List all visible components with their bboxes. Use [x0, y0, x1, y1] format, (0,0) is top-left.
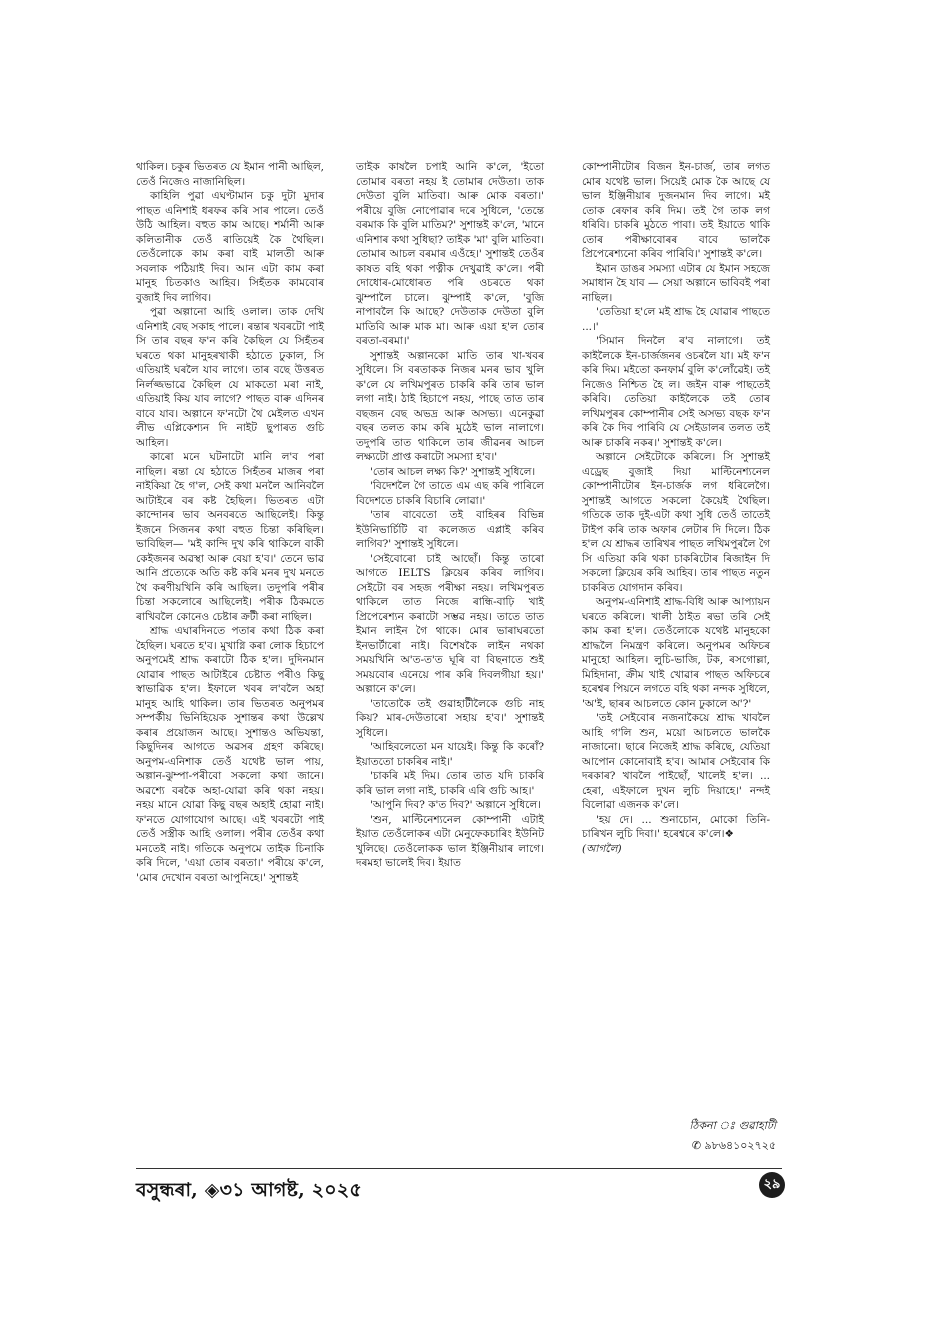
paragraph: অল্পানে সেইটোকে কৰিলে। সি সুশান্তই এড্ৰেছ বুজাই দিয়া মাল্টিনেশ্যনেল কোম্পানীটোৰ ইন-চাৰ্জক লগ ধৰিলেগৈ। সুশান্তই আগতে সকলো কৈয়েই থৈছিল। গতিকে তাক দুই-এটা কথা সুধি তেওঁ তাতেই টাইপ কৰি তাক অফাৰ লেটাৰ দি দিলে। ঠিক হ'ল যে শ্ৰাদ্ধৰ তাৰিখৰ পাছত লখিমপুৰলৈ গৈ সি এতিয়া কৰি থকা চাকৰিটোৰ ৰিজাইন দি সকলো ক্লিয়েৰ কৰি আহিব। তাৰ পাছত নতুন চাকৰিত যোগদান কৰিব।: [582, 451, 770, 594]
paragraph: ইমান ডাঙৰ সমস্যা এটাৰ যে ইমান সহজে সমাধান হৈ যাব — সেয়া অল্পানে ভাবিবই পৰা নাছিল।: [582, 262, 770, 304]
paragraph: 'তাতোকৈ তই গুৱাহাটীলৈকে গুচি নাহ কিয়? মাৰ-দেউতাৰো সহায় হ'ব।' সুশান্তই সুধিলে।: [356, 697, 544, 739]
paragraph: কোম্পানীটোৰ বিজন ইন-চাৰ্জ, তাৰ লগত মোৰ যথেষ্ট ভাল। সিয়েই মোক কৈ আছে যে ভাল ইঞ্জিনীয়াৰ দুজনমান দিব লাগে। মই তোক ৰেফাৰ কৰি দিম। তই গৈ তাক লগ ধৰিবি। চাকৰি মুঠতে পাবা। তই ইয়াতে থাকি তোৰ পৰীক্ষাবোৰৰ বাবে ভালকৈ প্ৰিপেৰেশ্যনো কৰিব পাৰিবি।' সুশান্তই ক'লে।: [582, 161, 770, 260]
paragraph: 'তাৰ বাবেতো তই বাহিৰৰ বিভিন্ন ইউনিভাৰ্চিটি বা কলেজত এপ্লাই কৰিব লাগিব?' সুশান্তই সুধিলে।: [356, 509, 544, 550]
article-column-3: [582, 160, 770, 855]
paragraph: শ্ৰাদ্ধ এঘাৰদিনতে পতাৰ কথা ঠিক কৰা হৈছিল। ঘৰতে হ'ব। মুখাগ্নি কৰা লোক হিচাপে অনুপমেই শ্ৰাদ্ধ কৰাটো ঠিক হ'ল। দুদিনমান যোৱাৰ পাছত আটাইৰে চেষ্টাত পৰীও কিছু স্বাভাৱিক হ'ল। ইফালে খবৰ ল'বলৈ অহা মানুহ আহি থাকিল। তাৰ ভিতৰত অনুপমৰ সম্পৰ্কীয় ভিনিহিয়েক সুশান্তৰ কথা উল্লেখ কৰাৰ প্ৰয়োজন আছে। সুশান্তও অভিযন্তা, কিছুদিনৰ আগতে অৱসৰ গ্ৰহণ কৰিছে। অনুপম-এনিশাক তেওঁ যথেষ্ট ভাল পায়, অল্পান-ঝুম্পা-পৰীবো সকলো কথা জানে। অৱশ্যে বৰকৈ অহা-যোৱা কৰি থকা নহয়। নহয় মানে যোৱা কিছু বছৰ অহাই হোৱা নাই। ফ'নতে যোগাযোগ আছে। এই খবৰটো পাই তেওঁ সস্ত্ৰীক আহি ওলাল। পৰীৰ তেওঁৰ কথা মনতেই নাই। গতিকে অনুপমে তাইক চিনাকি কৰি দিলে, 'এয়া তোৰ বৰতা।' পৰীয়ে ক'লে, 'মোৰ দেখোন বৰতা আপুনিহে।' সুশান্তই: [136, 625, 324, 884]
paragraph: কাৰো মনে ঘটনাটো মানি ল'ব পৰা নাছিল। ৰন্তা যে হঠাতে সিহঁতৰ মাজৰ পৰা নাইকিয়া হৈ গ'ল, সেই কথা মনলৈ আনিবলৈ আটাইৰে বৰ কষ্ট হৈছিল। ভিতৰত এটা কান্দোনৰ ভাব অনবৰতে আছিলেই। কিন্তু ইজনে সিজনৰ কথা বহুত চিন্তা কৰিছিল। ভাবিছিল— 'মই কান্দি দুখ কৰি থাকিলে বাকী কেইজনৰ অৱস্থা আৰু বেয়া হ'ব।' তেনে ভাৱ আনি প্ৰত্যেকে অতি কষ্ট কৰি মনৰ দুখ মনতে থৈ কৰণীয়খিনি কৰি আছিল। তদুপৰি পৰীৰ চিন্তা সকলোৰে আছিলেই। পৰীক ঠিকমতে ৰাখিবলৈ কোনেও চেষ্টাৰ ক্ৰটী কৰা নাছিল।: [136, 451, 324, 623]
paragraph: 'তেতিয়া হ'লে মই শ্ৰাদ্ধ হৈ যোৱাৰ পাছতে ...।': [582, 306, 770, 333]
continued-note: (আগলৈ): [582, 842, 622, 855]
paragraph: 'বিদেশলৈ গৈ তাতে এম এছ কৰি পাৰিলে বিদেশতে চাকৰি বিচাৰি লোৱা।': [356, 480, 544, 507]
article-column-2: [356, 160, 544, 880]
paragraph: 'আহিবলেতো মন যায়েই। কিন্তু কি কৰোঁ? ইয়াততো চাকৰিৰ নাই।': [356, 741, 544, 768]
paragraph: 'তই সেইবোৰ নজনাকৈয়ে শ্ৰাদ্ধ খাবলৈ আহি গ'লি শুন, ময়ো আচলতে ভালকৈ নাজানো। ছাৰে নিজেই শ্ৰাদ্ধ কৰিছে, যেতিয়া আপোন কোনোবাই হ'ব। আমাৰ সেইবোৰ কি দৰকাৰ? খাবলৈ পাইছোঁ, খালেই হ'ল। ... হেৰা, এইফালে দুখন লুচি দিয়াহে।' নন্দই বিলোৱা এজনক ক'লে।: [582, 712, 770, 811]
paragraph: 'শুন, মাল্টিনেশ্যনেল কোম্পানী এটাই ইয়াত তেওঁলোকৰ এটা মেনুফেকচাৰিং ইউনিট খুলিছে। তেওঁলোকক ভাল ইঞ্জিনীয়াৰ লাগে। দৰমহা ভালেই দিব। ইয়াত: [356, 813, 544, 869]
paragraph: 'সেইবোৰো চাই আছোঁ। কিন্তু তাৰো আগতে IELTS ক্লিয়েৰ কৰিব লাগিব। সেইটো বৰ সহজ পৰীক্ষা নহয়। লখিমপুৰত থাকিলে তাত নিজে ৰান্ধি-বাঢ়ি খাই প্ৰিপেৰেশ্যন কৰাটো সম্ভৱ নহয়। তাতে তাত ইমান লাইন গৈ থাকে। মোৰ ভাৰাঘৰতো ইনভাৰ্টাৰো নাই। বিশেষকৈ লাইন নথকা সময়খিনি অ'ত-ত'ত ঘূৰি বা বিছনাতে শুই সময়বোৰ এনেয়ে পাৰ কৰি দিবলগীয়া হয়।' অল্পানে ক'লে।: [356, 552, 544, 695]
article-column-1: [136, 160, 324, 884]
paragraph: সুশান্তই অল্পানকো মাতি তাৰ খা-খবৰ সুধিলে। সি বৰতাকক নিজৰ মনৰ ভাব খুলি ক'লে যে লখিমপুৰত চাকৰি কৰি তাৰ ভাল লগা নাই। ঠাই হিচাপে নহয়, পাছে তাত তাৰ বছজন বেছ অভদ্ৰ আৰু অসভ্য। এনেকুৱা বছৰ তলত কাম কৰি মুঠেই ভাল নালাগে। তদুপৰি তাত থাকিলে তাৰ জীৱনৰ আচল লক্ষ্যটো প্ৰাপ্ত কৰাটো সমস্যা হ'ব।': [356, 349, 544, 463]
magazine-footer: বসুন্ধৰা, ◈৩১ আগষ্ট, ২০২৫: [136, 1179, 362, 1201]
paragraph: পুৱা অল্পানো আহি ওলাল। তাক দেখি এনিশাই বেছ সকাহ পালে। ৰন্তাৰ খবৰটো পাই সি তাৰ বছৰ ফ'ন কৰি কৈছিল যে সিহঁতৰ ঘৰতে থকা মানুহৰখাকী হঠাতে ঢুকাল, সি এতিয়াই ঘৰলৈ যাব লাগে। তাৰ বছে উত্তৰত নিৰ্লজ্জভাৱে কৈছিল যে মাকতো মৰা নাই, এতিয়াই কিয় যাব লাগে? পাছত বাৰু এদিনৰ বাবে যাব। অল্পানে ফ'নটো থৈ মেইলত এখন লীভ এপ্লিকেশ্যন দি নাইট ছুপাৰত গুচি আহিল।: [136, 306, 324, 449]
paragraph: কাহিলি পুৱা এঘণ্টামান চকু দুটা মুদাৰ পাছত এনিশাই ধৰফৰ কৰি সাৰ পালে। তেওঁ উঠি আহিল। বহুত কাম আছে। শৰ্মানী আৰু কলিতানীক তেওঁ ৰাতিয়েই কৈ থৈছিল। তেওঁলোকে কাম কৰা বাই মালতী আৰু সবলাক পঠিয়াই দিব। আন এটা কাম কৰা মানুহ চিতকাও আহিব। সিহঁতক কামবোৰ বুজাই দিব লাগিব।: [136, 190, 324, 304]
author-address: ঠিকনা ঃ গুৱাহাটী: [689, 1119, 776, 1132]
paragraph: 'হয় দে। ... শুনাচোন, মোকো তিনি-চাৰিখন লুচি দিবা।' হৰেশ্বৰে ক'লে।❖: [582, 813, 770, 840]
paragraph: 'চাকৰি মই দিম। তোৰ তাত যদি চাকৰি কৰি ভাল লগা নাই, চাকৰি এৰি গুচি আহ।': [356, 770, 544, 797]
paragraph: 'সিমান দিনলৈ ৰ'ব নালাগে। তই কাইলৈকে ইন-চাৰ্জজনৰ ওচৰলৈ যা। মই ফ'ন কৰি দিম। মইতো কনফাৰ্ম বুলি ক'লোঁৱেই। তই নিজেও নিশ্চিত হৈ ল। জইন বাৰু পাছতেই কৰিবি। তেতিয়া কাইলৈকে তই তোৰ লখিমপুৰৰ কোম্পানীৰ সেই অসভ্য বছক ফ'ন কৰি কৈ দিব পাৰিবি যে সেইডালৰ তলত তই আৰু চাকৰি নকৰ।' সুশান্তই ক'লে।: [582, 335, 770, 449]
paragraph: অনুপম-এনিশাই শ্ৰাদ্ধ-বিধি আৰু আপ্যায়ন ঘৰতে কৰিলে। খালী ঠাইত ৰভা তৰি সেই কাম কৰা হ'ল। তেওঁলোকে যথেষ্ট মানুহকো শ্ৰাদ্ধলৈ নিমন্ত্ৰণ কৰিলে। অনুপমৰ অফিচৰ মানুহো আহিল। লুচি-ভাজি, টক, ৰসগোল্লা, মিহিদানা, ক্ৰীম খাই খোৱাৰ পাছত অফিচৰে হৰেশ্বৰ পিয়নে লগতে বহি থকা নন্দক সুধিলে, 'অ'ই, ছাৰৰ আচলতে কোন ঢুকালে অ'?': [582, 596, 770, 710]
paragraph: তাইক কাষলৈ চপাই আনি ক'লে, 'ইতো তোমাৰ বৰতা নহয় ই তোমাৰ দেউতা। তাক দেউতা বুলি মাতিবা। আৰু মোক বৰতা।' পৰীয়ে বুজি নোপোৱাৰ দৰে সুধিলে, 'তেন্তে বৰমাক কি বুলি মাতিম?' সুশান্তই ক'লে, 'মানে এনিশাৰ কথা সুধিছা? তাইক 'মা' বুলি মাতিবা। তোমাৰ আচল বৰমাৰ এওঁহে।' সুশান্তই তেওঁৰ কাষত বহি থকা পত্নীক দেখুৱাই ক'লে। পৰী দোধোৰ-মোধোৰত পৰি ওচৰতে থকা ঝুম্পালৈ চালে। ঝুম্পাই ক'লে, 'বুজি নাপাবলৈ কি আছে? দেউতাক দেউতা বুলি মাতিবি আৰু মাক মা। আৰু এয়া হ'ল তোৰ বৰতা-বৰমা।': [356, 161, 544, 347]
page-number-badge: ২৯: [759, 1172, 785, 1198]
paragraph: থাকিল। চকুৰ ভিতৰত যে ইমান পানী আছিল, তেওঁ নিজেও নাজানিছিল।: [136, 161, 324, 188]
footer-divider: [136, 1168, 782, 1169]
paragraph: 'আপুনি দিব? ক'ত দিব?' অল্পানে সুধিলে।: [370, 799, 541, 811]
author-phone: ✆ ৯৮৬৪১০২৭২৫: [691, 1139, 776, 1152]
paragraph: 'তোৰ আচল লক্ষ্য কি?' সুশান্তই সুধিলে।: [370, 465, 536, 478]
